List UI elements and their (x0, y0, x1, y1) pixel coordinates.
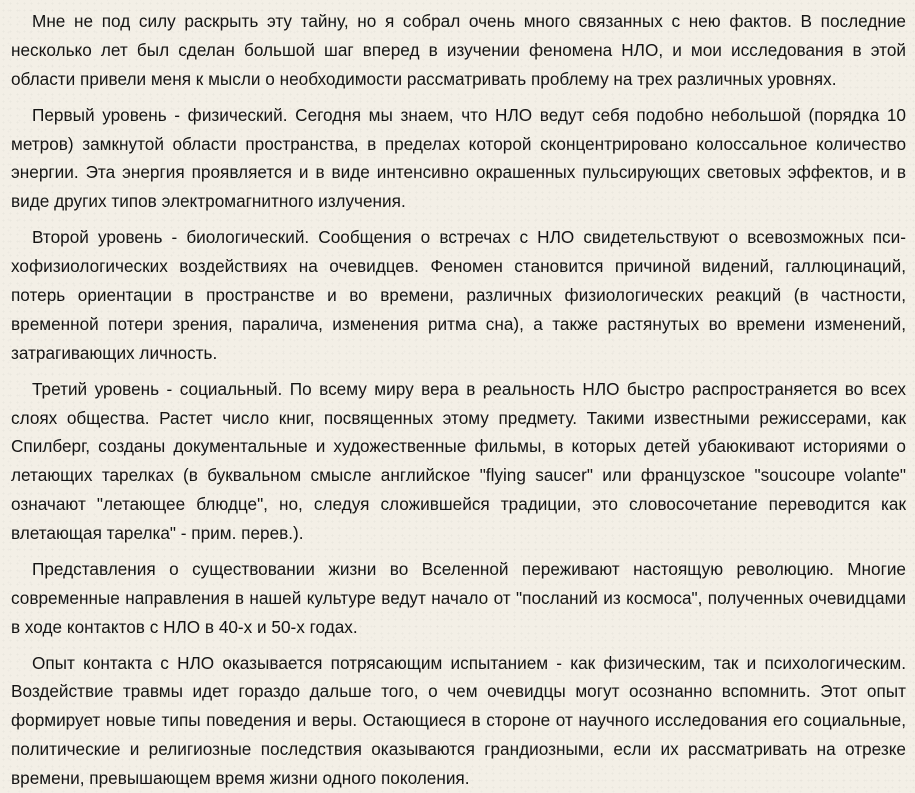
paragraph-life-in-universe: Представления о существовании жизни во Вселенной переживают настоящую революцию. Многие современные направления в нашей культуре ведут начало от "посланий из космоса", полученных очевидцами в ходе контактов с НЛО в 40-х и 50-х годах. (11, 558, 906, 637)
paragraph-intro: Мне не под силу раскрыть эту тайну, но я собрал очень много связанных с нею фактов. В последние несколько лет был сделан большой шаг вперед в изучении феномена НЛО, и мои исследования в этой области привели меня к мысли о необходимости рассматривать проблему на трех различных уровнях. (11, 11, 906, 89)
paragraph-biological-level: Второй уровень - биологический. Сообщения о встречах с НЛО свидетельствуют о всевозможных психофизиологических воздействиях на очевидцев. Феномен становится причиной видений, галлюцинаций, потерь ориентации в пространстве и во времени, различных физиологических реакций (в частности, временной потери зрения, паралича, изменения ритма сна), а также растянутых во времени изменений, затрагивающих личность. (11, 227, 906, 363)
paragraph-social-level: Третий уровень - социальный. По всему миру вера в реальность НЛО быстро распространяется во всех слоях общества. Растет число книг, посвященных этому предмету. Такими известными режиссерами, как Спилберг, созданы документальные и художественные фильмы, в которых детей убаюкивают историями о летающих тарелках (в буквальном смысле английское "flying saucer" или французское "soucoupe volante" означают "летающее блюдце", но, следуя сложившейся традиции, это словосочетание переводится как влетающая тарелка" - прим. перев.). (11, 378, 906, 543)
paragraph-contact-experience: Опыт контакта с НЛО оказывается потрясающим испытанием - как физическим, так и психологическим. Воздействие травмы идет гораздо дальше того, о чем очевидцы могут осознанно вспомнить. Этот опыт формирует новые типы поведения и веры. Остающиеся в стороне от научного исследования его социальные, политические и религиозные последствия оказываются грандиозными, если их рассматривать на отрезке времени, превышающем время жизни одного поколения. (11, 652, 906, 788)
paragraph-physical-level: Первый уровень - физический. Сегодня мы знаем, что НЛО ведут себя подобно небольшой (порядка 10 метров) замкнутой области пространства, в пределах которой сконцентрировано колоссальное количество энергии. Эта энергия проявляется и в виде интенсивно окрашенных пульсирующих световых эффектов, и в виде других типов электромагнитного излучения. (11, 104, 906, 212)
